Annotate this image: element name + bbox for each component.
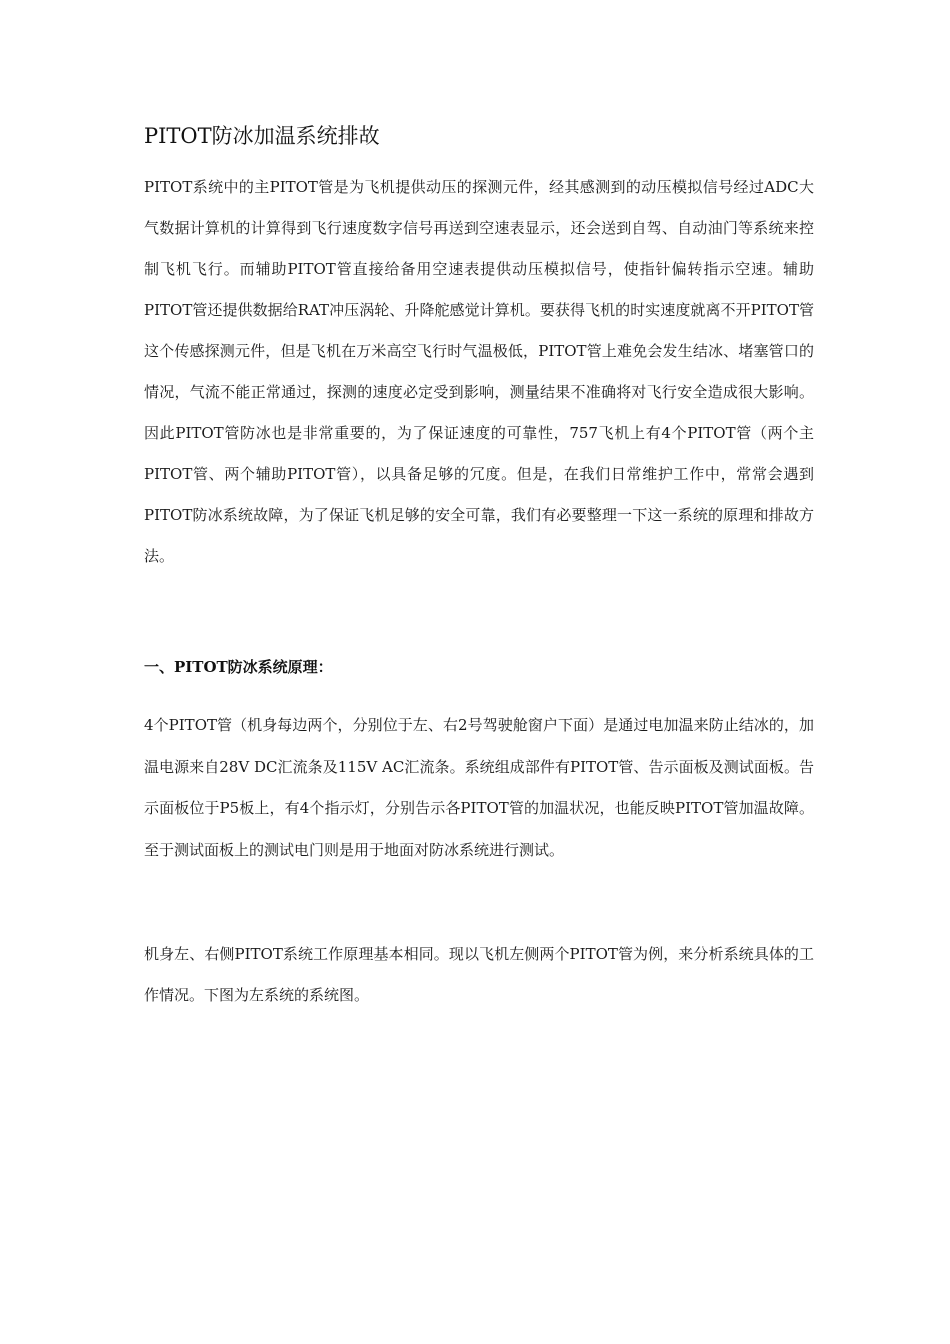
section-paragraph-principle: 4个PITOT管（机身每边两个，分别位于左、右2号驾驶舱窗户下面）是通过电加温来防止结冰的，加温电源来自28V DC汇流条及115V AC汇流条。系统组成部件有PITOT管、告示面板及测试面板。告示面板位于P5板上，有4个指示灯，分别告示各PITOT管的加温状况，也能反映PITOT管加温故障。至于测试面板上的测试电门则是用于地面对防冰系统进行测试。	[144, 716, 814, 859]
section-heading: 一、PITOT防冰系统原理：	[144, 658, 333, 676]
section-paragraph-left-system: 机身左、右侧PITOT系统工作原理基本相同。现以飞机左侧两个PITOT管为例，来分析系统具体的工作情况。下图为左系统的系统图。	[144, 945, 814, 1004]
document-title: PITOT防冰加温系统排故	[144, 124, 380, 148]
intro-paragraph: PITOT系统中的主PITOT管是为飞机提供动压的探测元件，经其感测到的动压模拟信号经过ADC大气数据计算机的计算得到飞行速度数字信号再送到空速表显示，还会送到自驾、自动油门等系统来控制飞机飞行。而辅助PITOT管直接给备用空速表提供动压模拟信号，使指针偏转指示空速。辅助PITOT管还提供数据给RAT冲压涡轮、升降舵感觉计算机。要获得飞机的时实速度就离不开PITOT管这个传感探测元件，但是飞机在万米高空飞行时气温极低，PITOT管上难免会发生结冰、堵塞管口的情况，气流不能正常通过，探测的速度必定受到影响，测量结果不准确将对飞行安全造成很大影响。因此PITOT管防冰也是非常重要的，为了保证速度的可靠性，757飞机上有4个PITOT管（两个主PITOT管、两个辅助PITOT管），以具备足够的冗度。但是，在我们日常维护工作中，常常会遇到PITOT防冰系统故障，为了保证飞机足够的安全可靠，我们有必要整理一下这一系统的原理和排故方法。	[144, 178, 814, 565]
